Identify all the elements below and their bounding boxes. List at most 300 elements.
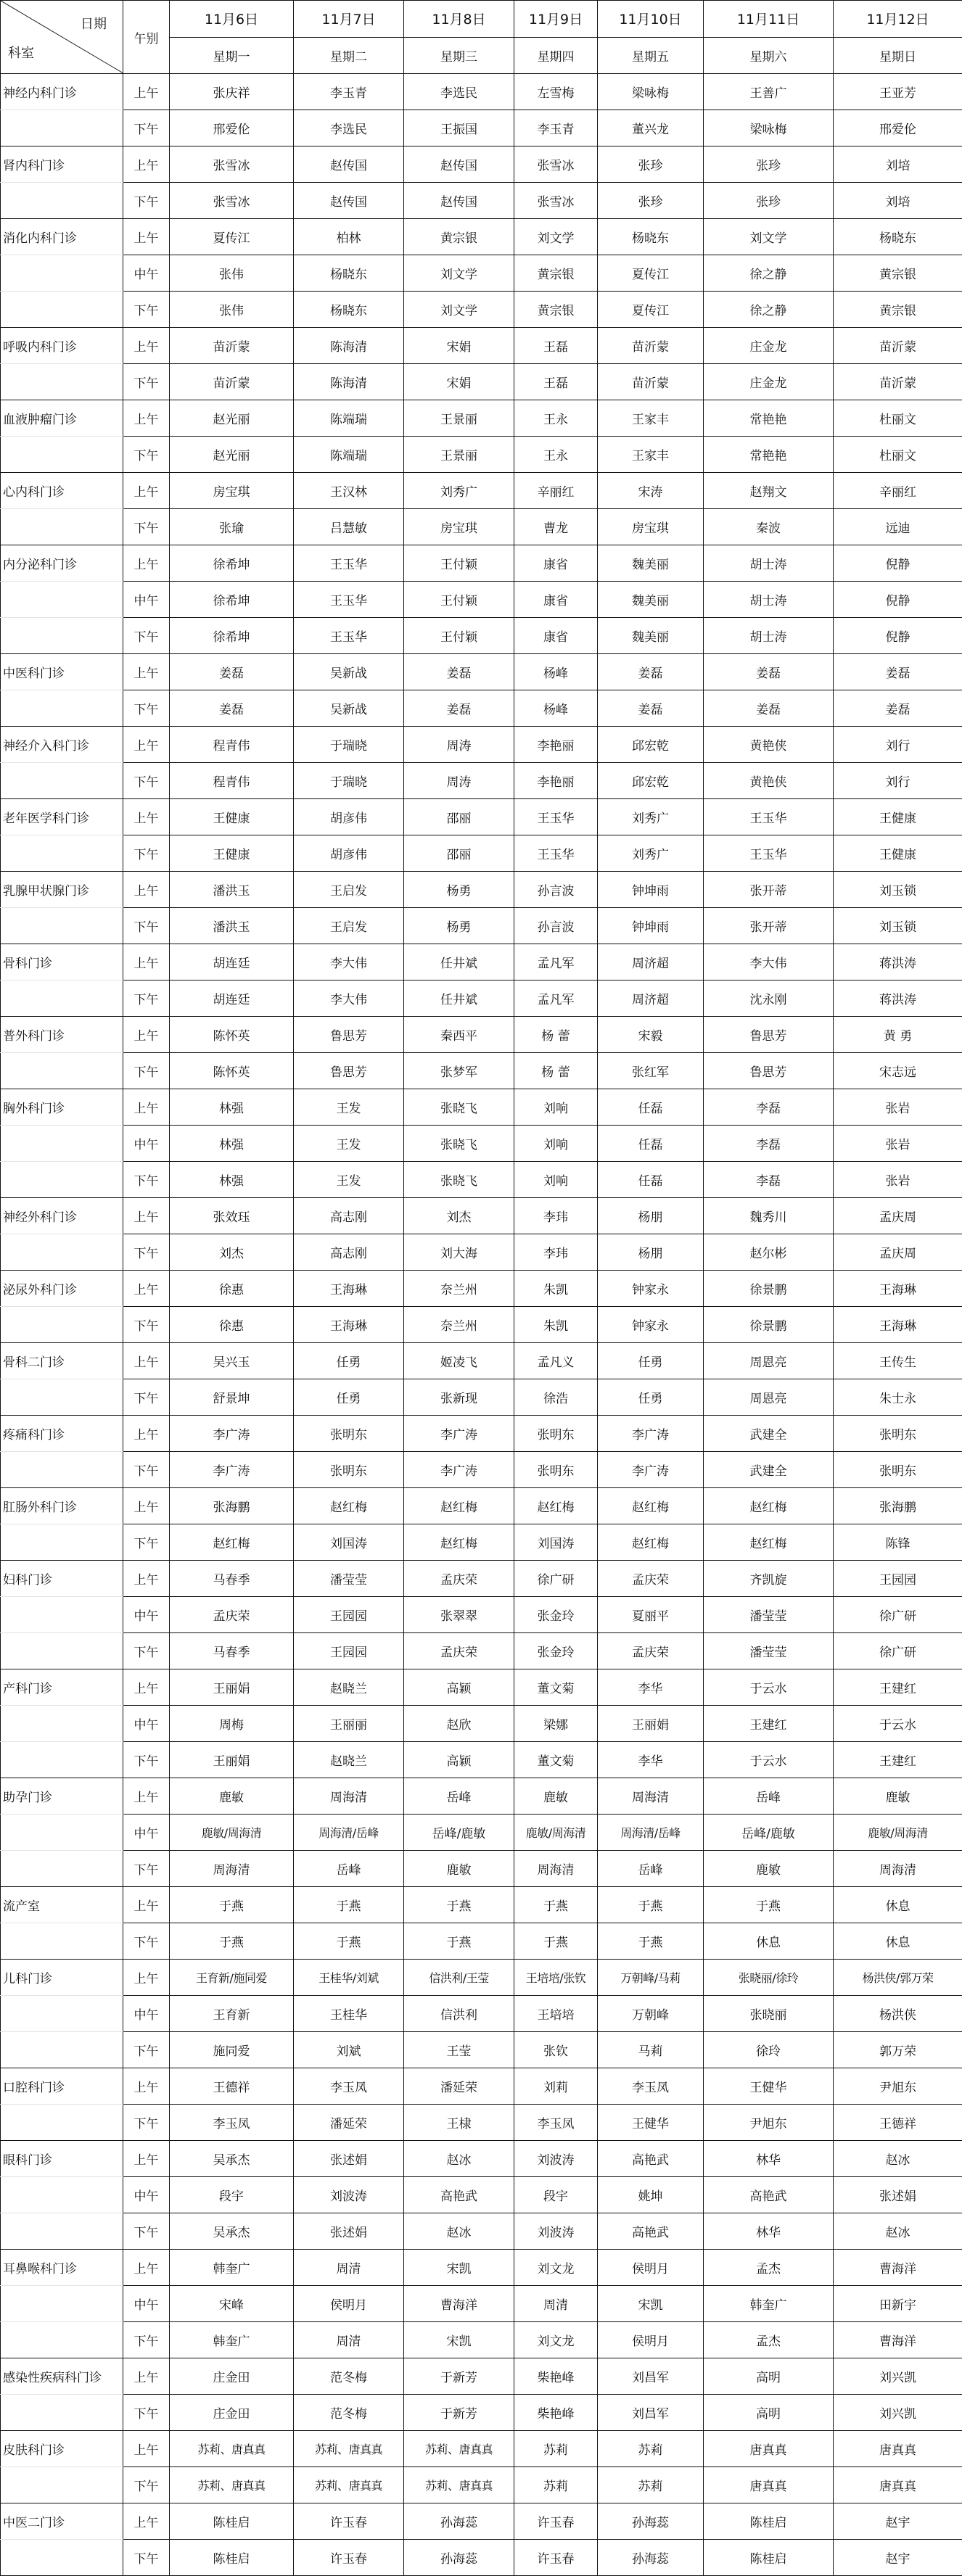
doctor-cell: 徐浩 xyxy=(514,1379,598,1416)
doctor-cell: 施同爱 xyxy=(170,2032,294,2068)
doctor-cell: 周梅 xyxy=(170,1706,294,1742)
doctor-cell: 于燕 xyxy=(294,1923,404,1960)
table-row xyxy=(1,1996,962,2032)
doctor-cell: 李磊 xyxy=(704,1126,834,1162)
doctor-cell: 赵红梅 xyxy=(514,1488,598,1524)
doctor-cell: 苏莉 xyxy=(598,2467,704,2503)
doctor-cell: 黄 勇 xyxy=(834,1017,962,1053)
table-row xyxy=(1,2467,962,2503)
doctor-cell: 潘莹莹 xyxy=(294,1561,404,1597)
doctor-cell: 庄金田 xyxy=(170,2358,294,2395)
doctor-cell: 杨晓东 xyxy=(294,255,404,292)
department-name-cell xyxy=(1,1524,123,1561)
doctor-cell: 胡士涛 xyxy=(704,618,834,654)
doctor-cell: 陈桂启 xyxy=(170,2540,294,2576)
doctor-cell: 王发 xyxy=(294,1126,404,1162)
department-name-cell: 骨科门诊 xyxy=(1,944,123,981)
table-row xyxy=(1,255,962,292)
department-axis-label: 科室 xyxy=(8,46,34,61)
doctor-cell: 孟庆荣 xyxy=(404,1633,514,1669)
table-row xyxy=(1,1742,962,1778)
table-row xyxy=(1,1271,962,1307)
doctor-cell: 梁咏梅 xyxy=(598,74,704,110)
diagonal-divider-icon xyxy=(1,1,123,73)
table-row xyxy=(1,763,962,799)
table-row xyxy=(1,74,962,110)
doctor-cell: 刘培 xyxy=(834,183,962,219)
period-cell: 下午 xyxy=(123,835,170,872)
doctor-cell: 陈桂启 xyxy=(704,2503,834,2540)
department-name-cell: 中医科门诊 xyxy=(1,654,123,690)
doctor-cell: 张明东 xyxy=(514,1452,598,1488)
doctor-cell: 周海清 xyxy=(170,1851,294,1887)
doctor-cell: 任勇 xyxy=(294,1343,404,1379)
doctor-cell: 王海琳 xyxy=(834,1271,962,1307)
date-header: 11月8日 xyxy=(404,1,514,38)
doctor-cell: 夏传江 xyxy=(170,219,294,255)
department-name-cell xyxy=(1,1307,123,1343)
doctor-cell: 段宇 xyxy=(170,2177,294,2213)
doctor-cell: 吴新战 xyxy=(294,654,404,690)
doctor-cell: 邵丽 xyxy=(404,799,514,835)
doctor-cell: 尹旭东 xyxy=(704,2105,834,2141)
table-row xyxy=(1,146,962,183)
doctor-cell: 倪静 xyxy=(834,545,962,582)
doctor-cell: 张明东 xyxy=(294,1452,404,1488)
doctor-cell: 魏秀川 xyxy=(704,1198,834,1234)
doctor-cell: 鲁思芳 xyxy=(294,1017,404,1053)
department-name-cell: 神经介入科门诊 xyxy=(1,727,123,763)
doctor-cell: 王磊 xyxy=(514,364,598,400)
period-cell: 下午 xyxy=(123,1524,170,1561)
doctor-cell: 赵红梅 xyxy=(598,1488,704,1524)
doctor-cell: 高艳武 xyxy=(598,2141,704,2177)
doctor-cell: 王健康 xyxy=(170,799,294,835)
doctor-cell: 刘兴凯 xyxy=(834,2358,962,2395)
doctor-cell: 唐真真 xyxy=(834,2467,962,2503)
doctor-cell: 李玉凤 xyxy=(294,2068,404,2105)
period-cell: 下午 xyxy=(123,1053,170,1089)
doctor-cell: 王玉华 xyxy=(294,545,404,582)
department-name-cell: 乳腺甲状腺门诊 xyxy=(1,872,123,908)
doctor-cell: 张岩 xyxy=(834,1126,962,1162)
table-row xyxy=(1,1053,962,1089)
doctor-cell: 王付颖 xyxy=(404,582,514,618)
doctor-cell: 黄宗银 xyxy=(514,292,598,328)
table-row xyxy=(1,1452,962,1488)
doctor-cell: 杨洪侠 xyxy=(834,1996,962,2032)
date-header: 11月11日 xyxy=(704,1,834,38)
doctor-cell: 姜磊 xyxy=(598,654,704,690)
period-cell: 中午 xyxy=(123,255,170,292)
date-header: 11月10日 xyxy=(598,1,704,38)
doctor-cell: 高颖 xyxy=(404,1742,514,1778)
doctor-cell: 朱士永 xyxy=(834,1379,962,1416)
table-row xyxy=(1,2395,962,2431)
department-name-cell: 助孕门诊 xyxy=(1,1778,123,1815)
doctor-cell: 王振国 xyxy=(404,110,514,146)
period-cell: 下午 xyxy=(123,509,170,545)
doctor-cell: 陈端瑞 xyxy=(294,437,404,473)
department-name-cell: 耳鼻喉科门诊 xyxy=(1,2250,123,2286)
table-row xyxy=(1,2286,962,2322)
doctor-cell: 刘文学 xyxy=(404,292,514,328)
department-name-cell xyxy=(1,1851,123,1887)
doctor-cell: 姜磊 xyxy=(404,654,514,690)
doctor-cell: 王玉华 xyxy=(514,835,598,872)
doctor-cell: 韩奎广 xyxy=(170,2250,294,2286)
period-cell: 上午 xyxy=(123,1017,170,1053)
department-name-cell xyxy=(1,1923,123,1960)
doctor-cell: 康省 xyxy=(514,618,598,654)
table-row xyxy=(1,545,962,582)
date-header: 11月6日 xyxy=(170,1,294,38)
doctor-cell: 吴承杰 xyxy=(170,2141,294,2177)
doctor-cell: 王丽娟 xyxy=(170,1742,294,1778)
doctor-cell: 董文菊 xyxy=(514,1742,598,1778)
period-cell: 下午 xyxy=(123,183,170,219)
doctor-cell: 李玮 xyxy=(514,1198,598,1234)
header-date-row xyxy=(1,1,962,38)
doctor-cell: 鹿敏/周海清 xyxy=(170,1815,294,1851)
doctor-cell: 刘玉锁 xyxy=(834,872,962,908)
department-name-cell xyxy=(1,1053,123,1089)
department-name-cell xyxy=(1,1706,123,1742)
doctor-cell: 任井斌 xyxy=(404,981,514,1017)
doctor-cell: 赵晓兰 xyxy=(294,1742,404,1778)
period-cell: 下午 xyxy=(123,2322,170,2358)
period-cell: 下午 xyxy=(123,2032,170,2068)
period-cell: 下午 xyxy=(123,1851,170,1887)
table-row xyxy=(1,1561,962,1597)
doctor-cell: 秦波 xyxy=(704,509,834,545)
doctor-cell: 王付颖 xyxy=(404,545,514,582)
doctor-cell: 柴艳峰 xyxy=(514,2358,598,2395)
doctor-cell: 任磊 xyxy=(598,1126,704,1162)
table-row xyxy=(1,1416,962,1452)
period-cell: 上午 xyxy=(123,944,170,981)
doctor-cell: 李广涛 xyxy=(598,1452,704,1488)
weekday-header: 星期六 xyxy=(704,37,834,74)
doctor-cell: 黄宗银 xyxy=(514,255,598,292)
department-name-cell xyxy=(1,2213,123,2250)
doctor-cell: 苗沂蒙 xyxy=(834,364,962,400)
table-row xyxy=(1,2431,962,2467)
doctor-cell: 徐景鹏 xyxy=(704,1307,834,1343)
doctor-cell: 王磊 xyxy=(514,328,598,364)
doctor-cell: 孙海蕊 xyxy=(404,2503,514,2540)
doctor-cell: 倪静 xyxy=(834,582,962,618)
department-name-cell xyxy=(1,2286,123,2322)
doctor-cell: 王汉林 xyxy=(294,473,404,509)
period-header: 午别 xyxy=(123,1,170,74)
table-row xyxy=(1,1815,962,1851)
doctor-cell: 张珍 xyxy=(598,183,704,219)
doctor-cell: 庄金田 xyxy=(170,2395,294,2431)
doctor-cell: 王海琳 xyxy=(294,1307,404,1343)
table-row xyxy=(1,1379,962,1416)
doctor-cell: 胡连廷 xyxy=(170,981,294,1017)
doctor-cell: 王启发 xyxy=(294,872,404,908)
doctor-cell: 孙言波 xyxy=(514,908,598,944)
doctor-cell: 王园园 xyxy=(294,1597,404,1633)
doctor-cell: 孙海蕊 xyxy=(598,2503,704,2540)
doctor-cell: 吕慧敏 xyxy=(294,509,404,545)
doctor-cell: 周海清 xyxy=(294,1778,404,1815)
doctor-cell: 王桂华/刘斌 xyxy=(294,1960,404,1996)
doctor-cell: 韩奎广 xyxy=(704,2286,834,2322)
doctor-cell: 王传生 xyxy=(834,1343,962,1379)
doctor-cell: 苏莉、唐真真 xyxy=(170,2467,294,2503)
doctor-cell: 黄宗银 xyxy=(834,255,962,292)
doctor-cell: 林强 xyxy=(170,1162,294,1198)
doctor-cell: 钟家永 xyxy=(598,1307,704,1343)
doctor-cell: 刘秀广 xyxy=(404,473,514,509)
doctor-cell: 王玉华 xyxy=(514,799,598,835)
doctor-cell: 张伟 xyxy=(170,255,294,292)
doctor-cell: 宋娟 xyxy=(404,364,514,400)
table-row xyxy=(1,2141,962,2177)
doctor-cell: 赵光丽 xyxy=(170,400,294,437)
doctor-cell: 万朝峰 xyxy=(598,1996,704,2032)
doctor-cell: 王景丽 xyxy=(404,400,514,437)
doctor-cell: 张效珏 xyxy=(170,1198,294,1234)
department-name-cell xyxy=(1,2395,123,2431)
doctor-cell: 赵红梅 xyxy=(404,1488,514,1524)
doctor-cell: 张金玲 xyxy=(514,1597,598,1633)
period-cell: 下午 xyxy=(123,1162,170,1198)
period-cell: 上午 xyxy=(123,727,170,763)
doctor-cell: 王德祥 xyxy=(834,2105,962,2141)
department-name-cell: 肛肠外科门诊 xyxy=(1,1488,123,1524)
doctor-cell: 张晓飞 xyxy=(404,1126,514,1162)
doctor-cell: 宋志远 xyxy=(834,1053,962,1089)
department-name-cell: 心内科门诊 xyxy=(1,473,123,509)
doctor-cell: 张瑜 xyxy=(170,509,294,545)
doctor-cell: 于燕 xyxy=(170,1923,294,1960)
doctor-cell: 王丽娟 xyxy=(598,1706,704,1742)
doctor-cell: 范冬梅 xyxy=(294,2358,404,2395)
department-name-cell xyxy=(1,2322,123,2358)
department-name-cell xyxy=(1,2467,123,2503)
doctor-cell: 苏莉、唐真真 xyxy=(170,2431,294,2467)
doctor-cell: 苗沂蒙 xyxy=(170,364,294,400)
doctor-cell: 鹿敏/周海清 xyxy=(514,1815,598,1851)
department-name-cell xyxy=(1,1742,123,1778)
doctor-cell: 于燕 xyxy=(404,1923,514,1960)
doctor-cell: 于云水 xyxy=(704,1669,834,1706)
doctor-cell: 宋涛 xyxy=(598,473,704,509)
table-row xyxy=(1,183,962,219)
period-cell: 中午 xyxy=(123,582,170,618)
doctor-cell: 王建红 xyxy=(704,1706,834,1742)
doctor-cell: 李玮 xyxy=(514,1234,598,1271)
period-cell: 下午 xyxy=(123,292,170,328)
period-cell: 下午 xyxy=(123,2540,170,2576)
department-name-cell xyxy=(1,292,123,328)
doctor-cell: 李选民 xyxy=(294,110,404,146)
doctor-cell: 赵尔彬 xyxy=(704,1234,834,1271)
table-row xyxy=(1,1307,962,1343)
doctor-cell: 奈兰州 xyxy=(404,1307,514,1343)
doctor-cell: 周恩亮 xyxy=(704,1343,834,1379)
department-name-cell: 皮肤科门诊 xyxy=(1,2431,123,2467)
doctor-cell: 侯明月 xyxy=(598,2322,704,2358)
department-name-cell xyxy=(1,1379,123,1416)
doctor-cell: 倪静 xyxy=(834,618,962,654)
table-row xyxy=(1,219,962,255)
doctor-cell: 于燕 xyxy=(514,1887,598,1923)
period-cell: 下午 xyxy=(123,618,170,654)
doctor-cell: 于新芳 xyxy=(404,2395,514,2431)
doctor-cell: 于燕 xyxy=(404,1887,514,1923)
department-name-cell: 消化内科门诊 xyxy=(1,219,123,255)
doctor-cell: 张金玲 xyxy=(514,1633,598,1669)
doctor-cell: 高艳武 xyxy=(404,2177,514,2213)
period-cell: 上午 xyxy=(123,400,170,437)
doctor-cell: 辛丽红 xyxy=(834,473,962,509)
doctor-cell: 苗沂蒙 xyxy=(598,364,704,400)
department-name-cell xyxy=(1,1162,123,1198)
department-name-cell: 骨科二门诊 xyxy=(1,1343,123,1379)
table-row xyxy=(1,292,962,328)
table-row xyxy=(1,944,962,981)
doctor-cell: 刘响 xyxy=(514,1089,598,1126)
weekday-header: 星期五 xyxy=(598,37,704,74)
doctor-cell: 张晓飞 xyxy=(404,1089,514,1126)
doctor-cell: 王健华 xyxy=(704,2068,834,2105)
department-name-cell: 胸外科门诊 xyxy=(1,1089,123,1126)
doctor-cell: 张红军 xyxy=(598,1053,704,1089)
period-cell: 上午 xyxy=(123,872,170,908)
doctor-cell: 王丽丽 xyxy=(294,1706,404,1742)
doctor-cell: 宋凯 xyxy=(404,2322,514,2358)
doctor-cell: 潘延荣 xyxy=(404,2068,514,2105)
doctor-cell: 周海清 xyxy=(514,1851,598,1887)
doctor-cell: 鹿敏 xyxy=(170,1778,294,1815)
department-name-cell: 产科门诊 xyxy=(1,1669,123,1706)
doctor-cell: 王培培/张钦 xyxy=(514,1960,598,1996)
doctor-cell: 于燕 xyxy=(598,1923,704,1960)
period-cell: 中午 xyxy=(123,1126,170,1162)
doctor-cell: 杨洪侠/郭万荣 xyxy=(834,1960,962,1996)
doctor-cell: 王玉华 xyxy=(294,618,404,654)
doctor-cell: 张开蒂 xyxy=(704,872,834,908)
doctor-cell: 胡士涛 xyxy=(704,545,834,582)
doctor-cell: 潘洪玉 xyxy=(170,908,294,944)
doctor-cell: 赵宇 xyxy=(834,2503,962,2540)
doctor-cell: 宋凯 xyxy=(404,2250,514,2286)
doctor-cell: 常艳艳 xyxy=(704,400,834,437)
doctor-cell: 于瑞晓 xyxy=(294,763,404,799)
doctor-cell: 程青伟 xyxy=(170,763,294,799)
period-cell: 上午 xyxy=(123,1271,170,1307)
department-name-cell xyxy=(1,183,123,219)
doctor-cell: 刘玉锁 xyxy=(834,908,962,944)
doctor-cell: 庄金龙 xyxy=(704,364,834,400)
doctor-cell: 张珍 xyxy=(704,146,834,183)
doctor-cell: 远迪 xyxy=(834,509,962,545)
doctor-cell: 赵红梅 xyxy=(294,1488,404,1524)
table-row xyxy=(1,1234,962,1271)
doctor-cell: 苏莉、唐真真 xyxy=(294,2431,404,2467)
doctor-cell: 王海琳 xyxy=(294,1271,404,1307)
table-row xyxy=(1,1669,962,1706)
doctor-cell: 徐广研 xyxy=(834,1597,962,1633)
department-name-cell: 呼吸内科门诊 xyxy=(1,328,123,364)
doctor-cell: 信洪利/王莹 xyxy=(404,1960,514,1996)
doctor-cell: 李广涛 xyxy=(170,1416,294,1452)
doctor-cell: 侯明月 xyxy=(294,2286,404,2322)
doctor-cell: 宋峰 xyxy=(170,2286,294,2322)
doctor-cell: 王发 xyxy=(294,1089,404,1126)
doctor-cell: 鹿敏 xyxy=(404,1851,514,1887)
department-name-cell: 感染性疾病科门诊 xyxy=(1,2358,123,2395)
doctor-cell: 苗沂蒙 xyxy=(834,328,962,364)
doctor-cell: 刘昌军 xyxy=(598,2358,704,2395)
doctor-cell: 徐惠 xyxy=(170,1271,294,1307)
doctor-cell: 齐凯旋 xyxy=(704,1561,834,1597)
doctor-cell: 杨朋 xyxy=(598,1234,704,1271)
doctor-cell: 姬凌飞 xyxy=(404,1343,514,1379)
doctor-cell: 周济超 xyxy=(598,981,704,1017)
doctor-cell: 姜磊 xyxy=(170,654,294,690)
doctor-cell: 杜丽文 xyxy=(834,437,962,473)
doctor-cell: 刘秀广 xyxy=(598,799,704,835)
doctor-cell: 赵宇 xyxy=(834,2540,962,2576)
table-row xyxy=(1,618,962,654)
table-row xyxy=(1,2105,962,2141)
table-row xyxy=(1,2177,962,2213)
doctor-cell: 杨 蕾 xyxy=(514,1053,598,1089)
table-row xyxy=(1,835,962,872)
doctor-cell: 胡彦伟 xyxy=(294,835,404,872)
period-cell: 上午 xyxy=(123,799,170,835)
department-name-cell: 眼科门诊 xyxy=(1,2141,123,2177)
doctor-cell: 张明东 xyxy=(514,1416,598,1452)
doctor-cell: 李华 xyxy=(598,1742,704,1778)
doctor-cell: 刘波涛 xyxy=(294,2177,404,2213)
doctor-cell: 周涛 xyxy=(404,763,514,799)
doctor-cell: 康省 xyxy=(514,545,598,582)
doctor-cell: 曹海洋 xyxy=(834,2250,962,2286)
doctor-cell: 郭万荣 xyxy=(834,2032,962,2068)
doctor-cell: 夏丽平 xyxy=(598,1597,704,1633)
period-cell: 上午 xyxy=(123,1488,170,1524)
department-name-cell xyxy=(1,110,123,146)
doctor-cell: 魏美丽 xyxy=(598,582,704,618)
doctor-cell: 苏莉、唐真真 xyxy=(294,2467,404,2503)
doctor-cell: 孟凡军 xyxy=(514,981,598,1017)
doctor-cell: 韩奎广 xyxy=(170,2322,294,2358)
doctor-cell: 鹿敏 xyxy=(514,1778,598,1815)
period-cell: 上午 xyxy=(123,1960,170,1996)
doctor-cell: 岳峰 xyxy=(598,1851,704,1887)
doctor-cell: 刘文学 xyxy=(404,255,514,292)
doctor-cell: 杨峰 xyxy=(514,654,598,690)
period-cell: 下午 xyxy=(123,1742,170,1778)
doctor-cell: 王棣 xyxy=(404,2105,514,2141)
doctor-cell: 刘响 xyxy=(514,1126,598,1162)
doctor-cell: 奈兰州 xyxy=(404,1271,514,1307)
doctor-cell: 武建全 xyxy=(704,1416,834,1452)
department-name-cell xyxy=(1,835,123,872)
doctor-cell: 高志刚 xyxy=(294,1198,404,1234)
department-name-cell: 口腔科门诊 xyxy=(1,2068,123,2105)
department-name-cell xyxy=(1,509,123,545)
doctor-cell: 赵光丽 xyxy=(170,437,294,473)
doctor-cell: 徐之静 xyxy=(704,292,834,328)
